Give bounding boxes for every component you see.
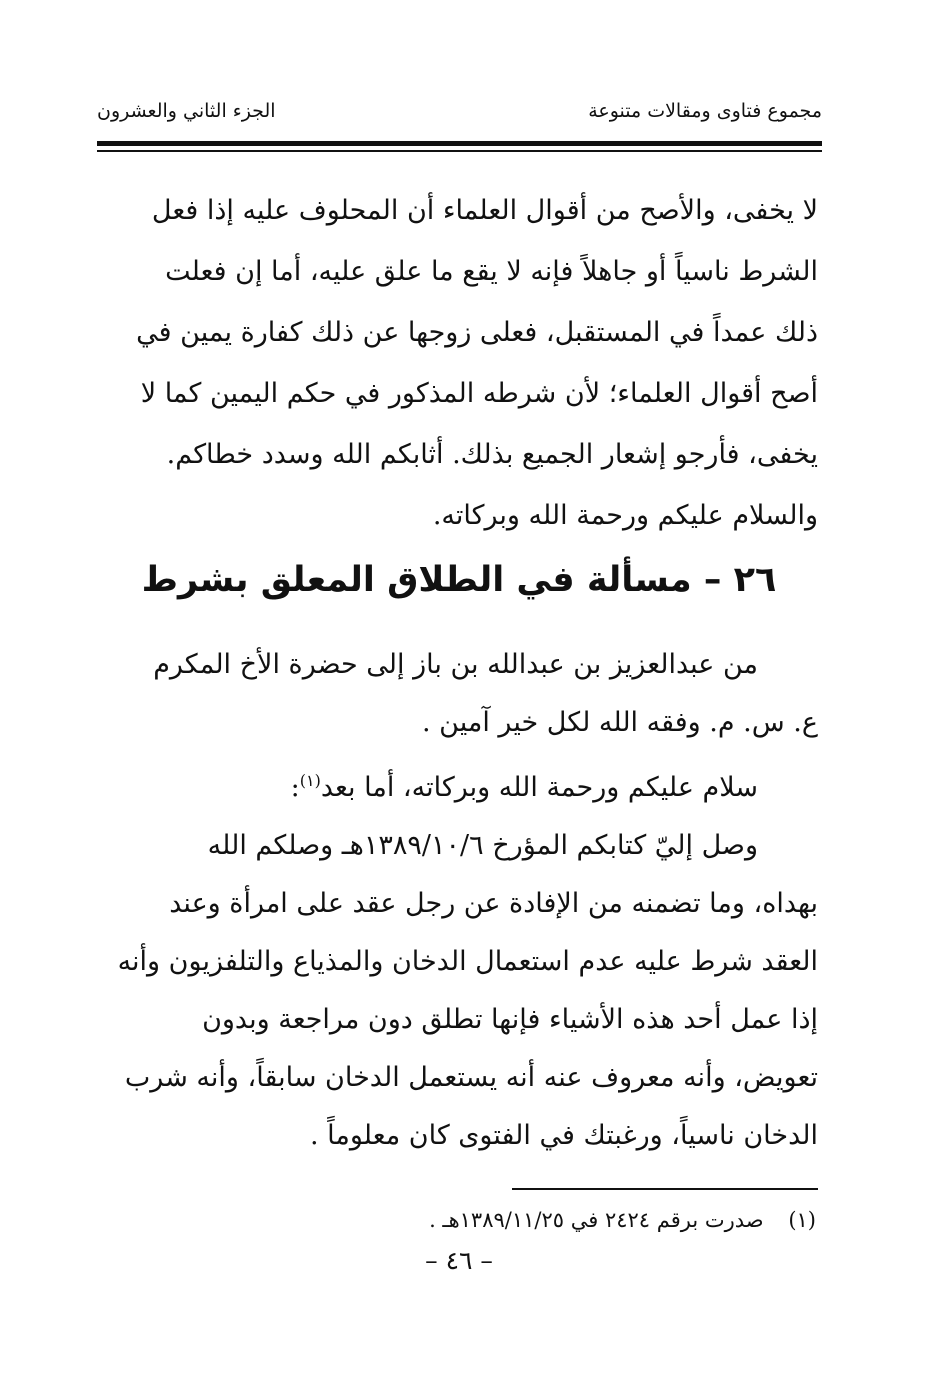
intro-paragraph	[100, 180, 818, 546]
letter-body	[100, 636, 818, 1165]
text-line: يخفى، فأرجو إشعار الجميع بذلك. أثابكم الله وسدد خطاكم.	[166, 439, 818, 470]
greeting-text: سلام عليكم ورحمة الله وبركاته، أما بعد	[320, 772, 758, 803]
section-title: ٢٦ – مسألة في الطلاق المعلق بشرط	[141, 560, 777, 600]
text-line: ذلك عمداً في المستقبل، فعلى زوجها عن ذلك كفارة يمين في	[136, 317, 818, 348]
text-line: إذا عمل أحد هذه الأشياء فإنها تطلق دون مراجعة وبدون	[202, 1004, 818, 1035]
page-number: – ٤٦ –	[425, 1246, 493, 1275]
text-line: وصل إليّ كتابكم المؤرخ ١٣٨٩/١٠/٦هـ وصلكم الله	[207, 830, 758, 861]
header-rule-thick	[97, 141, 822, 146]
running-header	[97, 100, 822, 130]
text-line: والسلام عليكم ورحمة الله وبركاته.	[432, 500, 818, 531]
volume-label: الجزء الثاني والعشرون	[97, 100, 276, 122]
header-rule-thin	[97, 150, 822, 152]
text-line: الدخان ناسياً، ورغبتك في الفتوى كان معلوماً .	[309, 1120, 818, 1151]
book-title: مجموع فتاوى ومقالات متنوعة	[588, 100, 822, 122]
letter-opening: من عبدالعزيز بن عبدالله بن باز إلى حضرة الأخ المكرم	[153, 649, 758, 680]
text-line: العقد شرط عليه عدم استعمال الدخان والمذياع والتلفزيون وأنه	[117, 946, 818, 977]
text-line: بهداه، وما تضمنه من الإفادة عن رجل عقد على امرأة وعند	[169, 888, 818, 919]
greeting-colon: :	[290, 772, 300, 803]
text-line: تعويض، وأنه معروف عنه أنه يستعمل الدخان سابقاً، وأنه شرب	[124, 1062, 818, 1093]
text-line: لا يخفى، والأصح من أقوال العلماء أن المحلوف عليه إذا فعل	[151, 195, 818, 226]
footnote-text: صدرت برقم ٢٤٢٤ في ١٣٨٩/١١/٢٥هـ .	[429, 1208, 764, 1232]
text-line: الشرط ناسياً أو جاهلاً فإنه لا يقع ما علق عليه، أما إن فعلت	[165, 256, 818, 287]
letter-greeting	[100, 752, 818, 817]
letter-addressee: ع. س. م. وفقه الله لكل خير آمين .	[422, 707, 818, 738]
footnote-separator	[512, 1188, 818, 1190]
footnote-marker: (١)	[299, 771, 321, 790]
text-line: أصح أقوال العلماء؛ لأن شرطه المذكور في حكم اليمين كما لا	[140, 378, 818, 409]
footnote	[100, 1203, 816, 1237]
footnote-number: (١)	[788, 1208, 816, 1232]
